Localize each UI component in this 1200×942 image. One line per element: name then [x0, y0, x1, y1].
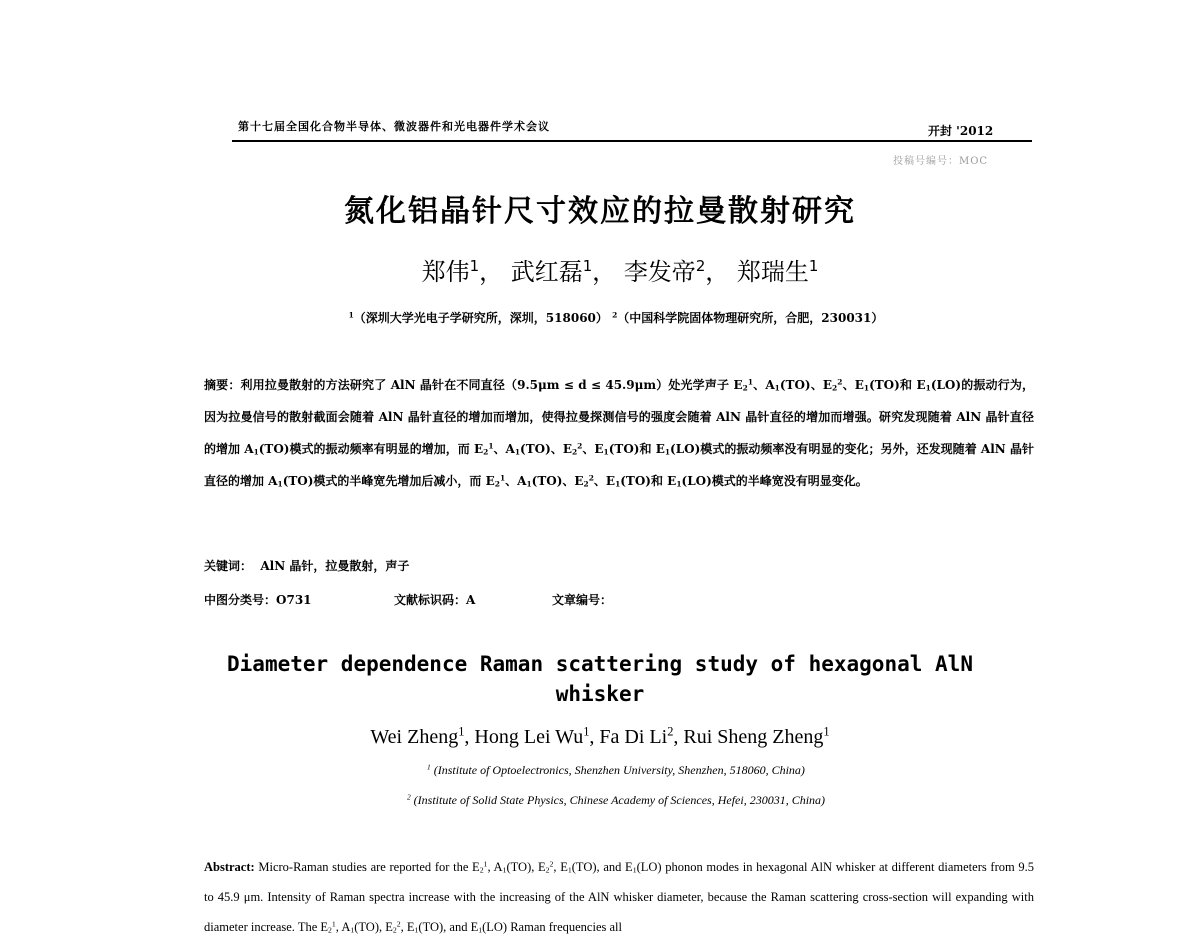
conference-header: 第十七届全国化合物半导体、微波器件和光电器件学术会议 — [238, 120, 550, 133]
title-en-line1: Diameter dependence Raman scattering study of hexagonal AlN — [227, 652, 973, 676]
author-sep: ， — [705, 258, 730, 286]
keywords-text: AlN 晶针，拉曼散射，声子 — [260, 559, 410, 573]
sub: 1 — [632, 865, 637, 875]
sub: 2 — [583, 479, 589, 489]
keywords-label: 关键词： — [204, 559, 253, 573]
author-cn: 郑伟 — [421, 258, 470, 286]
affil-sup: 1 — [348, 310, 354, 320]
authors-cn — [0, 252, 1200, 287]
affil-text: (Institute of Optoelectronics, Shenzhen University, Shenzhen, 518060, China) — [433, 763, 805, 777]
sub: 1 — [478, 925, 483, 935]
sub: 1 — [925, 383, 931, 393]
author-en: Hong Lei Wu — [474, 726, 584, 748]
sub: 1 — [514, 447, 521, 457]
abstract-text: 、A — [505, 474, 527, 488]
sub: 2 — [483, 447, 489, 457]
abstract-text: (TO)和 E — [869, 378, 926, 392]
page-title-cn: 氮化铝晶针尺寸效应的拉曼散射研究 — [344, 194, 856, 229]
location-year: 开封 '2012 — [928, 124, 994, 138]
keywords-cn — [204, 557, 409, 574]
clc-value: O731 — [276, 593, 312, 607]
affiliation-en-1 — [0, 763, 1200, 778]
sub: 2 — [832, 383, 838, 393]
sub: 2 — [328, 925, 332, 935]
author-sup: 1 — [458, 724, 465, 739]
sub: 2 — [479, 865, 484, 875]
sub: 2 — [545, 865, 550, 875]
affiliation-en-2 — [0, 793, 1200, 808]
abstract-text: (TO), E — [506, 860, 546, 874]
abstract-text: , E — [400, 920, 415, 934]
sup: 2 — [588, 473, 594, 483]
sup: 2 — [837, 377, 843, 387]
author-en: Fa Di Li — [599, 726, 668, 748]
author-sup: 1 — [582, 257, 593, 276]
sub: 1 — [567, 865, 572, 875]
abstract-text: , E — [553, 860, 568, 874]
sup: 1 — [488, 441, 494, 451]
abstract-text: (TO), and E — [418, 920, 479, 934]
sub: 1 — [414, 925, 419, 935]
abstract-text: 、E — [582, 442, 604, 456]
affil-sup: 2 — [406, 792, 411, 802]
abstract-text: (TO)模式的振动频率有明显的增加，而 E — [258, 442, 484, 456]
sub: 1 — [502, 865, 507, 875]
abstract-text: 、A — [493, 442, 515, 456]
sub: 1 — [277, 479, 283, 489]
abstract-text: 、A — [753, 378, 775, 392]
author-sep: ， — [592, 258, 617, 286]
sub: 1 — [676, 479, 682, 489]
abstract-text: (TO)和 E — [608, 442, 665, 456]
sup: 2 — [396, 919, 401, 929]
abstract-text: (LO)的振动行为，因为拉曼信号的散射截面会随着 AlN 晶针直径的增加而增加，使得拉曼探测信号的强度会随着 AlN 晶针直径的增加而增强。研究发现随着 AlN 晶针直径的增加 A — [204, 378, 1035, 456]
abstract-text: (LO)模式的半峰宽没有明显变化。 — [681, 474, 868, 488]
author-sup: 1 — [469, 257, 480, 276]
affil-sup: 1 — [427, 762, 431, 772]
author-cn: 郑瑞生 — [736, 258, 809, 286]
abstract-text: 利用拉曼散射的方法研究了 AlN 晶针在不同直径（9.5μm ≤ d ≤ 45.9μm）处光学声子 E — [240, 378, 743, 392]
author-sep: , — [673, 726, 684, 748]
author-sup: 1 — [583, 724, 590, 739]
author-en: Wei Zheng — [370, 726, 459, 748]
sub: 2 — [571, 447, 578, 457]
sub: 2 — [494, 479, 500, 489]
sup: 2 — [577, 441, 583, 451]
affiliation-cn — [0, 309, 1200, 326]
author-sep: ， — [479, 258, 504, 286]
author-cn: 武红磊 — [510, 258, 583, 286]
sub: 1 — [774, 383, 780, 393]
abstract-text: (LO) phonon modes in hexagonal AlN whisker at different diameters from 9.5 to 45.9 μm. Intensity of Raman spectra increase with the increasing of the AlN whisker diameter, because the Raman scattering cross-section will expanding with diameter increase. The E — [204, 860, 1035, 934]
submission-stamp: 投稿号编号：MOC — [893, 156, 989, 167]
sup: 1 — [331, 919, 336, 929]
sub: 1 — [253, 447, 259, 457]
abstract-text: (TO), and E — [571, 860, 633, 874]
authors-en — [0, 726, 1200, 749]
affil-sup: 2 — [612, 310, 618, 320]
sub: 1 — [603, 447, 609, 457]
affil-text: （深圳大学光电子学研究所，深圳，518060） — [353, 311, 608, 325]
sub: 2 — [742, 383, 748, 393]
abstract-text: (TO), E — [354, 920, 393, 934]
author-en: Rui Sheng Zheng — [683, 726, 824, 748]
sub: 1 — [350, 925, 355, 935]
author-sep: , — [589, 726, 600, 748]
affil-text: （中国科学院固体物理研究所，合肥，230031） — [617, 311, 884, 325]
author-sep: , — [464, 726, 475, 748]
author-cn: 李发帝 — [623, 258, 696, 286]
author-sup: 1 — [808, 257, 819, 276]
abstract-text: (TO)模式的半峰宽先增加后减小，而 E — [282, 474, 495, 488]
sub: 1 — [664, 447, 671, 457]
abstract-text: (LO)模式的振动频率没有明显的变化；另外，还发现随着 AlN 晶针直径的增加 A — [204, 442, 1034, 488]
author-sup: 2 — [695, 257, 706, 276]
abstract-text: , A — [487, 860, 503, 874]
sup: 1 — [747, 377, 754, 387]
abstract-text: , A — [335, 920, 351, 934]
abstract-cn-label: 摘要： — [204, 378, 241, 392]
abstract-text: Micro-Raman studies are reported for the E — [258, 860, 480, 874]
abstract-text: 、E — [842, 378, 864, 392]
sup: 1 — [499, 473, 506, 483]
doc-label: 文献标识码： — [394, 593, 467, 607]
clc-label: 中图分类号： — [204, 593, 277, 607]
header-rule — [232, 140, 1032, 142]
abstract-en — [204, 852, 1034, 942]
doc-value: A — [466, 593, 476, 607]
abstract-text: 、E — [593, 474, 616, 488]
classification-line — [204, 591, 612, 608]
sub: 2 — [392, 925, 397, 935]
author-sup: 1 — [823, 724, 830, 739]
abstract-text: (TO)、E — [520, 442, 572, 456]
page-title-en — [0, 649, 1200, 709]
article-number-label: 文章编号： — [552, 593, 613, 607]
title-en-line2: whisker — [555, 682, 645, 706]
sup: 2 — [549, 859, 554, 869]
sub: 1 — [615, 479, 621, 489]
sub: 1 — [526, 479, 532, 489]
abstract-text: (TO)和 E — [620, 474, 677, 488]
abstract-text: (TO)、E — [531, 474, 584, 488]
abstract-en-label: Abstract: — [204, 860, 255, 874]
affil-text: (Institute of Solid State Physics, Chinese Academy of Sciences, Hefei, 230031, China) — [413, 793, 826, 807]
sub: 1 — [863, 383, 870, 393]
abstract-text: (LO) Raman frequencies all — [482, 920, 622, 934]
abstract-cn — [204, 369, 1034, 497]
author-sup: 2 — [667, 724, 674, 739]
abstract-text: (TO)、E — [779, 378, 833, 392]
sup: 1 — [483, 859, 488, 869]
